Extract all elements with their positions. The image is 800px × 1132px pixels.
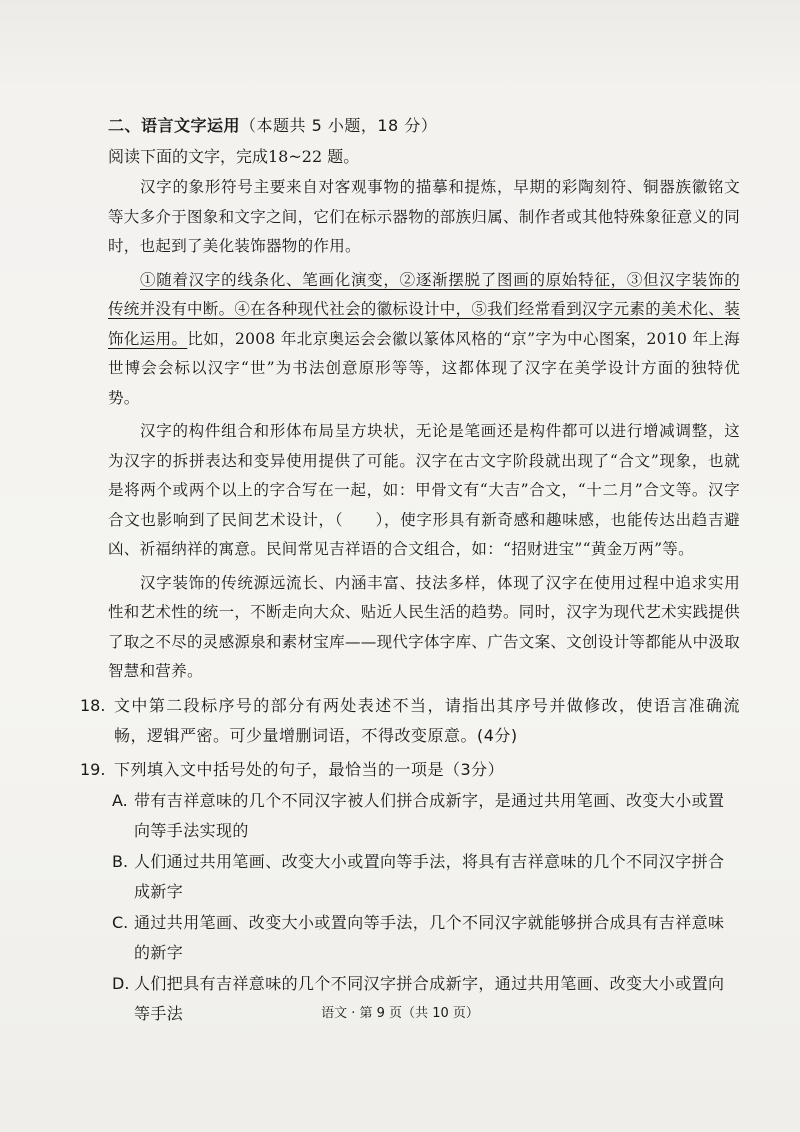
option-letter: B. — [112, 851, 129, 871]
passage-paragraph-2-rest: 比如，2008 年北京奥运会会徽以篆体风格的“京”字为中心图案，2010 年上海世博会会标以汉字“世”为书法创意原形等等，这都体现了汉字在美学设计方面的独特优势。 — [108, 329, 740, 407]
reading-passage — [108, 173, 740, 687]
underlined-numbered-text: ①随着汉字的线条化、笔画化演变，②逐渐摆脱了图画的原始特征，③但汉字装饰的传统并没有中断。④在各种现代社会的徽标设计中，⑤我们经常看到汉字元素的美术化、装饰化运用。 — [108, 270, 741, 348]
question-text: 文中第二段标序号的部分有两处表述不当，请指出其序号并做修改，使语言准确流畅，逻辑严密。可少量增删词语，不得改变原意。(4分) — [114, 695, 740, 745]
passage-paragraph-1: 汉字的象形符号主要来自对客观事物的描摹和提炼，早期的彩陶刻符、铜器族徽铭文等大多介于图象和文字之间，它们在标示器物的部族归属、制作者或其他特殊象征意义的同时，也起到了美化装饰器物的作用。 — [108, 178, 741, 255]
option-letter: C. — [112, 912, 129, 932]
section-title: 二、语言文字运用 — [108, 116, 241, 135]
option-text: 人们把具有吉祥意味的几个不同汉字拼合成新字，通过共用笔画、改变大小或置向等手法 — [134, 973, 725, 1023]
question-18 — [80, 691, 740, 751]
question-number: 19. — [80, 759, 106, 779]
option-b — [112, 847, 740, 907]
option-text: 人们通过共用笔画、改变大小或置向等手法，将具有吉祥意味的几个不同汉字拼合成新字 — [134, 851, 725, 901]
option-letter: D. — [112, 973, 130, 993]
option-c — [112, 908, 740, 968]
option-a — [112, 786, 740, 846]
passage-paragraph-4: 汉字装饰的传统源远流长、内涵丰富、技法多样，体现了汉字在使用过程中追求实用性和艺术性的统一，不断走向大众、贴近人民生活的趋势。同时，汉字为现代艺术实践提供了取之不尽的灵感源泉和素材宝库——现代字体字库、广告文案、文创设计等都能从中汲取智慧和营养。 — [108, 573, 741, 680]
section-heading — [108, 112, 740, 140]
page-footer: 语文 · 第 9 页（共 10 页） — [321, 1006, 479, 1021]
passage-paragraph-3: 汉字的构件组合和形体布局呈方块状，无论是笔画还是构件都可以进行增减调整，这为汉字的拆拼表达和变异使用提供了可能。汉字在古文字阶段就出现了“合文”现象，也就是将两个或两个以上的字合写在一起，如：甲骨文有“大吉”合文，“十二月”合文等。汉字合文也影响到了民间艺术设计，（ ），使字形具有新奇感和趣味感，也能传达出趋吉避凶、祈福纳祥的寓意。民间常见吉祥语的合文组合，如：“招财进宝”“黄金万两”等。 — [108, 422, 740, 558]
passage-paragraph-2 — [108, 266, 740, 414]
option-text: 通过共用笔画、改变大小或置向等手法，几个不同汉字就能够拼合成具有吉祥意味的新字 — [134, 912, 725, 962]
question-number: 18. — [80, 695, 106, 715]
page-content — [80, 112, 741, 1029]
question-19 — [80, 755, 740, 1029]
question-text: 下列填入文中括号处的句子，最恰当的一项是（3分） — [114, 759, 505, 779]
option-letter: A. — [112, 790, 128, 810]
section-instruction: 阅读下面的文字，完成18~22 题。 — [108, 147, 360, 166]
option-text: 带有吉祥意味的几个不同汉字被人们拼合成新字，是通过共用笔画、改变大小或置向等手法实现的 — [134, 790, 725, 840]
section-subtitle: （本题共 5 小题，18 分） — [240, 116, 438, 135]
